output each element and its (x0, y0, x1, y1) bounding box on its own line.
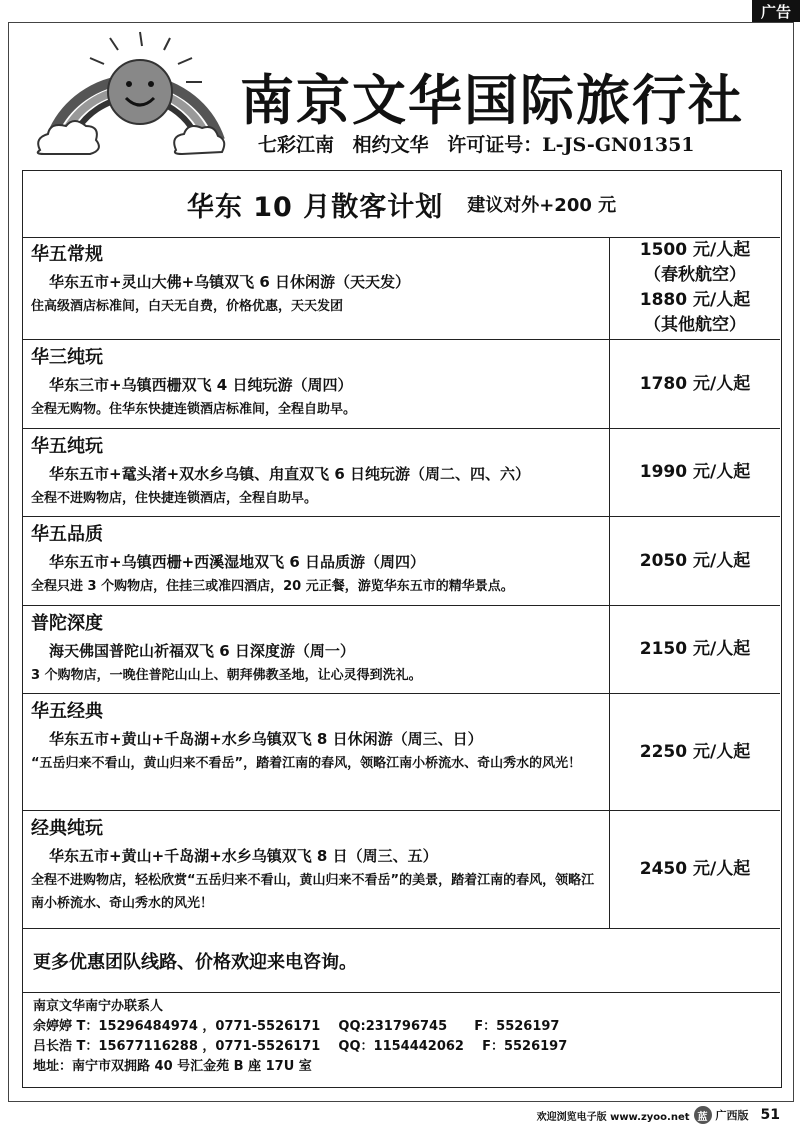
tour-price (610, 429, 780, 516)
tour-plan-table (22, 170, 782, 1088)
tour-route: 华东五市+鼋头渚+双水乡乌镇、甪直双飞 6 日纯玩游（周二、四、六） (49, 465, 531, 483)
tour-row (23, 811, 780, 929)
tour-name: 华五常规 (31, 244, 103, 265)
tour-desc: 全程只进 3 个购物店，住挂三或准四酒店，20 元正餐，游览华东五市的精华景点。 (31, 579, 514, 594)
contact-title: 南京文华南宁办联系人 (33, 999, 164, 1014)
contact-address: 地址：南宁市双拥路 40 号汇金苑 B 座 17U 室 (33, 1059, 312, 1074)
tour-name: 华五纯玩 (31, 436, 103, 457)
plan-title-row (23, 171, 780, 238)
license-number: 许可证号：L-JS-GN01351 (447, 134, 695, 156)
price-line: 2450 元/人起 (639, 859, 751, 879)
tour-row (23, 340, 780, 429)
tour-route: 海天佛国普陀山祈福双飞 6 日深度游（周一） (49, 642, 355, 660)
tour-route: 华东三市+乌镇西栅双飞 4 日纯玩游（周四） (49, 376, 353, 394)
agency-name: 南京文华国际旅行社 (240, 69, 744, 132)
tour-row (23, 429, 780, 517)
tour-price (610, 340, 780, 428)
tour-desc: 住高级酒店标准间，白天无自费，价格优惠，天天发团 (31, 299, 344, 314)
tour-route: 华东五市+黄山+千岛湖+水乡乌镇双飞 8 日（周三、五） (49, 847, 438, 865)
tour-route: 华东五市+灵山大佛+乌镇双飞 6 日休闲游（天天发） (49, 273, 411, 291)
tour-desc: 全程无购物。住华东快捷连锁酒店标准间，全程自助早。 (31, 402, 357, 417)
page-footer (537, 1106, 780, 1124)
tour-route: 华东五市+乌镇西栅+西溪湿地双飞 6 日品质游（周四） (49, 553, 426, 571)
contact-block (33, 997, 567, 1077)
price-line: 1500 元/人起 (639, 240, 751, 260)
tour-desc: 全程不进购物店，轻松欣赏“五岳归来不看山，黄山归来不看岳”的美景，踏着江南的春风，领略江南小桥流水、奇山秀水的风光！ (31, 873, 595, 911)
price-line: 2250 元/人起 (639, 741, 751, 762)
tour-price (610, 811, 780, 928)
tour-price (610, 237, 780, 339)
footer-welcome: 欢迎浏览电子版 www.zyoo.net (536, 1111, 690, 1123)
page-number: 51 (760, 1107, 780, 1123)
price-line: 1990 元/人起 (639, 462, 751, 482)
tour-desc: 3 个购物店，一晚住普陀山山上、朝拜佛教圣地，让心灵得到洗礼。 (31, 668, 422, 683)
price-line: （春秋航空） (644, 265, 746, 285)
ad-tag: 广告 (752, 0, 800, 22)
price-line: 2150 元/人起 (639, 639, 751, 659)
plan-title: 华东 10 月散客计划 (186, 191, 444, 223)
price-line: 1780 元/人起 (639, 373, 751, 394)
tour-route: 华东五市+黄山+千岛湖+水乡乌镇双飞 8 日休闲游（周三、日） (49, 730, 483, 748)
more-info: 更多优惠团队线路、价格欢迎来电咨询。 (23, 929, 780, 993)
tour-price (610, 694, 780, 810)
tour-name: 经典纯玩 (31, 818, 103, 839)
tour-row (23, 606, 780, 694)
tour-price (610, 606, 780, 693)
tour-desc: 全程不进购物店，住快捷连锁酒店，全程自助早。 (31, 491, 318, 506)
tour-name: 普陀深度 (31, 613, 103, 634)
plan-note: 建议对外+200 元 (467, 195, 617, 216)
tour-price (610, 517, 780, 605)
tour-row (23, 694, 780, 811)
agency-subline (258, 130, 707, 157)
tour-name: 华五品质 (31, 524, 103, 545)
price-line: 1880 元/人起 (639, 290, 751, 310)
tour-desc: “五岳归来不看山，黄山归来不看岳”，踏着江南的春风，领略江南小桥流水、奇山秀水的风光！ (31, 756, 582, 771)
price-line: 2050 元/人起 (639, 550, 751, 571)
sun-rainbow-logo (30, 30, 230, 160)
tour-name: 华三纯玩 (31, 347, 103, 368)
slogan-1: 七彩江南 (258, 134, 335, 156)
contact-line: 吕长浩 T：15677116288 ，0771-5526171 QQ：1154442062 F：5526197 (33, 1039, 568, 1054)
slogan-2: 相约文华 (352, 134, 429, 156)
footer-badge-icon: 蓝 (694, 1106, 712, 1124)
contact-line: 余婷婷 T：15296484974 ，0771-5526171 QQ:231796745 F：5526197 (33, 1019, 560, 1034)
tour-name: 华五经典 (31, 701, 103, 722)
tour-row (23, 237, 780, 340)
tour-row (23, 517, 780, 606)
price-line: （其他航空） (644, 315, 746, 335)
footer-edition: 广西版 (715, 1109, 749, 1122)
